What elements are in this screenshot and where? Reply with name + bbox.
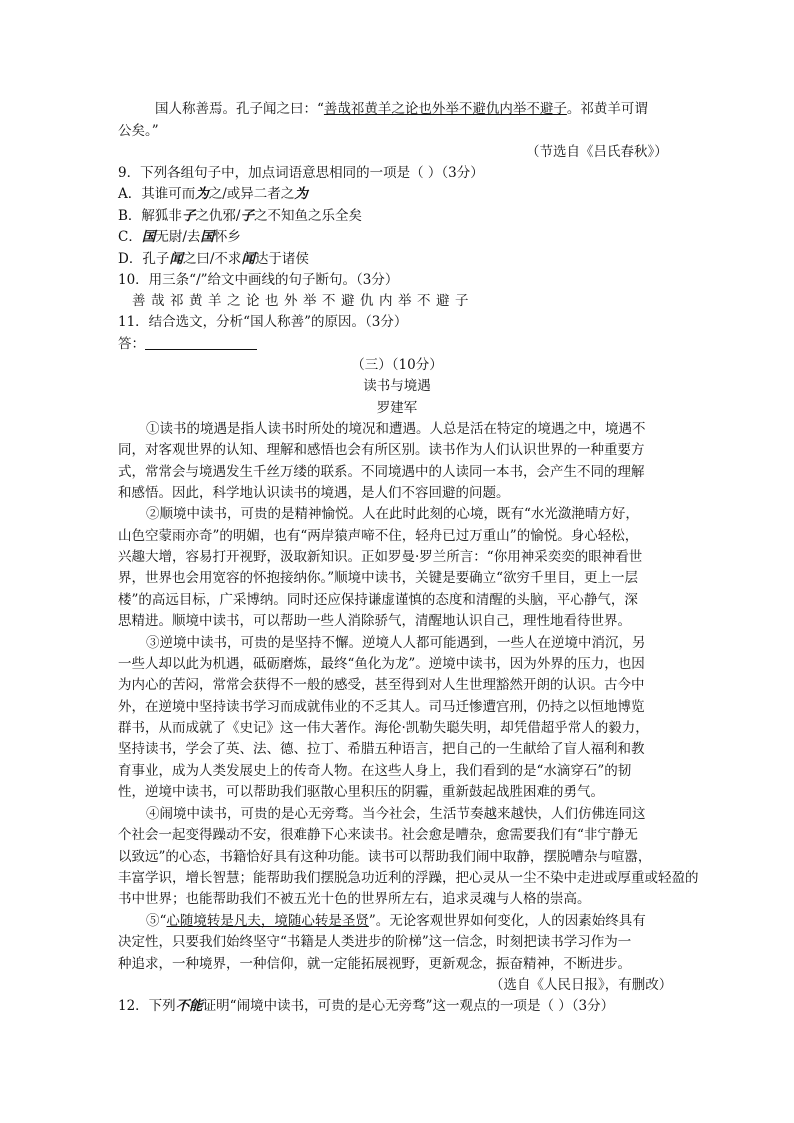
question-9-option-b[interactable] [118, 206, 362, 226]
emphasized-word: 为 [195, 186, 209, 202]
para-4-line: 丰富学识，增长智慧；能帮助我们摆脱急功近利的浮躁，把心灵从一尘不染中走进或厚重或轻盈的 [118, 870, 699, 886]
text: D．孔子 [118, 251, 170, 267]
section-3-header: （三）（10分） [351, 357, 443, 373]
text: 无尉/去 [155, 229, 201, 245]
para-5-line-3: 种追求，一种境界，一种信仰，就一定能拓展视野，更新观念，振奋精神，不断进步。 [118, 956, 631, 972]
question-10-stem: 10．用三条“/”给文中画线的句子断句。（3分） [118, 272, 399, 288]
text: 怀乡 [213, 229, 241, 245]
question-9-option-d[interactable] [118, 249, 309, 269]
text: ”。无论客观世界如何变化，人的因素始终具有 [368, 913, 646, 929]
para-2-line: ②顺境中读书，可贵的是精神愉悦。人在此时此刻的心境，既有“水光潋滟晴方好， [146, 506, 639, 522]
text: ⑤“ [146, 913, 167, 929]
para-5-line-2: 决定性，只要我们始终坚守“书籍是人类进步的阶梯”这一信念，时刻把读书学习作为一 [118, 934, 632, 950]
text: 12．下列 [118, 998, 176, 1014]
text: 之/或异二者之 [208, 186, 295, 202]
para-1-line: 式，常常会与境遇发生千丝万缕的联系。不同境遇中的人读同一本书，会产生不同的理解 [118, 464, 645, 480]
emphasized-word: 闻 [169, 251, 183, 267]
para-3-line: 育事业，成为人类发展史上的传奇人物。在这些人身上，我们看到的是“水滴穿石”的韧 [118, 763, 632, 779]
question-9-stem: 9．下列各组句子中，加点词语意思相同的一项是（ ）（3分） [118, 165, 484, 181]
article-author: 罗建军 [376, 400, 418, 416]
text: B．解狐非 [118, 208, 182, 224]
para-4-line: 以致远”的心态，书籍恰好具有这种功能。读书可以帮助我们闹中取静，摆脱嘈杂与喧嚣， [118, 849, 652, 865]
para-2-line: 山色空蒙雨亦奇”的明媚，也有“两岸猿声啼不住，轻舟已过万重山”的愉悦。身心轻松， [118, 528, 639, 544]
text: 之不知鱼之乐全矣 [253, 208, 362, 224]
emphasized-word: 国 [200, 229, 214, 245]
question-9-option-c[interactable] [118, 227, 241, 247]
text: 达于诸侯 [254, 251, 309, 267]
para-2-line: 楼”的高远目标，广采博纳。同时还应保持谦虚谨慎的态度和清醒的头脑，平心静气，深 [118, 592, 638, 608]
emphasized-word: 闻 [241, 251, 255, 267]
question-11-answer[interactable] [118, 334, 257, 354]
emphasized-word: 为 [294, 186, 308, 202]
question-9-option-a[interactable] [118, 184, 308, 204]
para-3-line: 坚持读书，学会了英、法、德、拉丁、希腊五种语言，把自己的一生献给了盲人福利和教 [118, 741, 645, 757]
para-4-line: ④闹境中读书，可贵的是心无旁骛。当今社会，生活节奏越来越快，人们仿佛连同这 [146, 806, 646, 822]
para-3-line: 性，逆境中读书，可以帮助我们驱散心里积压的阴霾，重新鼓起战胜困难的勇气。 [118, 784, 604, 800]
para-2-line: 界，世界也会用宽容的怀抱接纳你。”顺境中读书，关键是要确立“欲穷千里目，更上一层 [118, 570, 639, 586]
passage-end-line-1 [155, 99, 648, 119]
underlined-sentence: 善哉祁黄羊之论也外举不避仇内举不避子 [323, 101, 567, 117]
para-2-line: 思精进。顺境中读书，可以帮助一些人消除骄气，清醒地认识自己，理性地看待世界。 [118, 613, 631, 629]
para-3-line: 一些人却以此为机遇，砥砺磨炼，最终“鱼化为龙”。逆境中读书，因为外界的压力，也因 [118, 656, 645, 672]
question-11-stem: 11．结合选文，分析“国人称善”的原因。（3分） [118, 314, 408, 330]
text: 。祁黄羊可谓 [566, 101, 648, 117]
text: 之仇邪/ [195, 208, 241, 224]
para-1-line: ①读书的境遇是指人读书时所处的境况和遭遇。人总是活在特定的境遇之中，境遇不 [146, 421, 646, 437]
para-3-line: 群书，从而成就了《史记》这一伟大著作。海伦·凯勒失聪失明，却凭借超乎常人的毅力， [118, 720, 649, 736]
para-3-line: ③逆境中读书，可贵的是坚持不懈。逆境人人都可能遇到，一些人在逆境中消沉，另 [146, 635, 646, 651]
emphasized-word: 子 [240, 208, 254, 224]
para-1-line: 和感悟。因此，科学地认识读书的境遇，是人们不容回避的问题。 [118, 485, 510, 501]
para-4-line: 个社会一起变得躁动不安，很难静下心来读书。社会愈是嘈杂，愈需要我们有“非宁静无 [118, 827, 638, 843]
para-4-line: 书中世界；也能帮助我们不被五光十色的世界所左右，追求灵魂与人格的崇高。 [118, 891, 591, 907]
source-citation: （节选自《吕氏春秋》） [526, 144, 668, 160]
para-3-line: 外，在逆境中坚持读书学习而成就伟业的不乏其人。司马迁惨遭宫刑，仍持之以恒地博览 [118, 699, 645, 715]
emphasized-word: 国 [141, 229, 156, 245]
underlined-quote: 心随境转是凡夫，境随心转是圣贤 [166, 913, 369, 929]
para-3-line: 为内心的苦闷，常常会获得不一般的感受，甚至得到对人生世理豁然开朗的认识。古今中 [118, 677, 645, 693]
passage-end-line-2: 公矣。” [118, 123, 159, 139]
answer-label: 答： [118, 336, 145, 352]
para-1-line: 同，对客观世界的认知、理解和感悟也会有所区别。读书作为人们认识世界的一种重要方 [118, 442, 645, 458]
question-12-stem [118, 996, 614, 1016]
para-5-line-1 [146, 911, 646, 931]
question-10-sentence: 善哉祁黄羊之论也外举不避仇内举不避子 [132, 293, 474, 309]
article-title: 读书与境遇 [363, 378, 431, 394]
article-source: （选自《人民日报》，有删改） [490, 977, 673, 993]
text: 证明“闹境中读书，可贵的是心无旁骛”这一观点的一项是（ ）（3分） [202, 998, 615, 1014]
emphasized-word: 不能 [175, 998, 203, 1014]
text: 国人称善焉。孔子闻之曰：“ [155, 101, 324, 117]
text: A．其谁可而 [118, 186, 196, 202]
text: C． [118, 229, 142, 245]
text: 之曰/不求 [182, 251, 242, 267]
para-2-line: 兴趣大增，容易打开视野，汲取新知识。正如罗曼·罗兰所言：“你用神采奕奕的眼神看世 [118, 549, 643, 565]
emphasized-word: 子 [181, 208, 196, 224]
answer-blank[interactable] [145, 335, 257, 350]
